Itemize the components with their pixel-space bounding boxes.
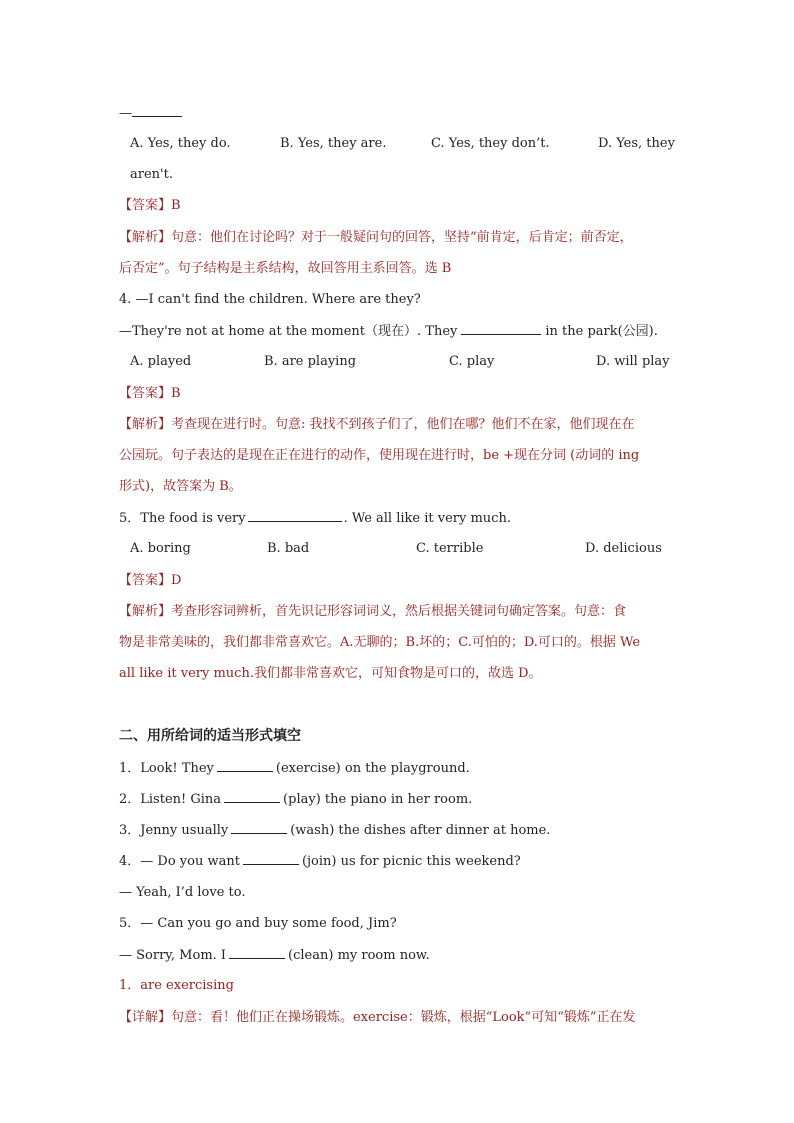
q4-question: 4. —I can't find the children. Where are they? xyxy=(119,292,421,307)
blank-line xyxy=(243,851,299,865)
q3-option-a: A. Yes, they do. xyxy=(130,136,231,151)
q4-option-a: A. played xyxy=(130,354,192,369)
q4-option-b: B. are playing xyxy=(264,354,357,369)
blank-line xyxy=(248,508,342,522)
q5-explanation-line1: 【解析】考查形容词辨析，首先识记形容词词义，然后根据关键词句确定答案。句意：食 xyxy=(119,604,627,619)
q5-question: 5．The food is very . We all like it very much. xyxy=(119,508,511,529)
blank-line xyxy=(224,789,280,803)
q3-option-d: D. Yes, they xyxy=(598,136,675,151)
blank-line xyxy=(231,820,287,834)
s2-item-5-reply: — Sorry, Mom. I (clean) my room now. xyxy=(119,945,430,966)
q4-option-c: C. play xyxy=(449,354,495,369)
q4-explanation-line1: 【解析】考查现在进行时。句意: 我找不到孩子们了，他们在哪？他们不在家，他们现在在 xyxy=(119,417,635,432)
s2-item-3: 3．Jenny usually (wash) the dishes after dinner at home. xyxy=(119,820,550,841)
s2-item-1: 1．Look! They (exercise) on the playground. xyxy=(119,758,470,779)
s2-answer-1: 1．are exercising xyxy=(119,978,234,993)
s2-item-4-reply: — Yeah, I’d love to. xyxy=(119,885,246,900)
q3-explanation-line2: 后否定”。句子结构是主系结构，故回答用主系回答。选 B xyxy=(119,261,452,276)
q4-explanation-line3: 形式)，故答案为 B。 xyxy=(119,479,242,494)
q5-explanation-line2: 物是非常美味的，我们都非常喜欢它。A.无聊的；B.坏的；C.可怕的；D.可口的。根据 We xyxy=(119,635,641,650)
s2-item-4: 4．— Do you want (join) us for picnic this weekend? xyxy=(119,851,521,872)
q3-option-d-wrap: aren't. xyxy=(130,167,173,182)
q5-option-b: B. bad xyxy=(267,541,310,556)
blank-line xyxy=(461,321,541,335)
q3-explanation-line1: 【解析】句意：他们在讨论吗？对于一般疑问句的回答，坚持“前肯定，后肯定；前否定， xyxy=(119,230,633,245)
q3-answer: 【答案】B xyxy=(119,198,181,213)
blank-line xyxy=(217,758,273,772)
s2-item-5: 5．— Can you go and buy some food, Jim? xyxy=(119,916,397,931)
q3-answer-blank: — xyxy=(119,103,182,124)
s2-item-2: 2．Listen! Gina (play) the piano in her room. xyxy=(119,789,472,810)
q3-option-b: B. Yes, they are. xyxy=(280,136,387,151)
q4-explanation-line2: 公园玩。句子表达的是现在正在进行的动作，使用现在进行时，be +现在分词 (动词的 ing xyxy=(119,448,640,463)
q5-explanation-line3: all like it very much.我们都非常喜欢它，可知食物是可口的，故选 D。 xyxy=(119,666,542,681)
q3-option-c: C. Yes, they don’t. xyxy=(431,136,550,151)
s2-detail-1: 【详解】句意：看！他们正在操场锻炼。exercise：锻炼，根据“Look”可知“锻炼”正在发 xyxy=(119,1010,636,1025)
q4-option-d: D. will play xyxy=(596,354,670,369)
blank-line xyxy=(229,945,285,959)
q5-option-c: C. terrible xyxy=(416,541,484,556)
q5-option-d: D. delicious xyxy=(585,541,662,556)
blank-line xyxy=(132,103,182,117)
q4-answer: 【答案】B xyxy=(119,386,181,401)
q4-dialogue: —They're not at home at the moment（现在）. They in the park(公园). xyxy=(119,321,658,342)
q5-answer: 【答案】D xyxy=(119,573,182,588)
section-2-heading: 二、用所给词的适当形式填空 xyxy=(119,728,301,744)
q5-option-a: A. boring xyxy=(130,541,191,556)
